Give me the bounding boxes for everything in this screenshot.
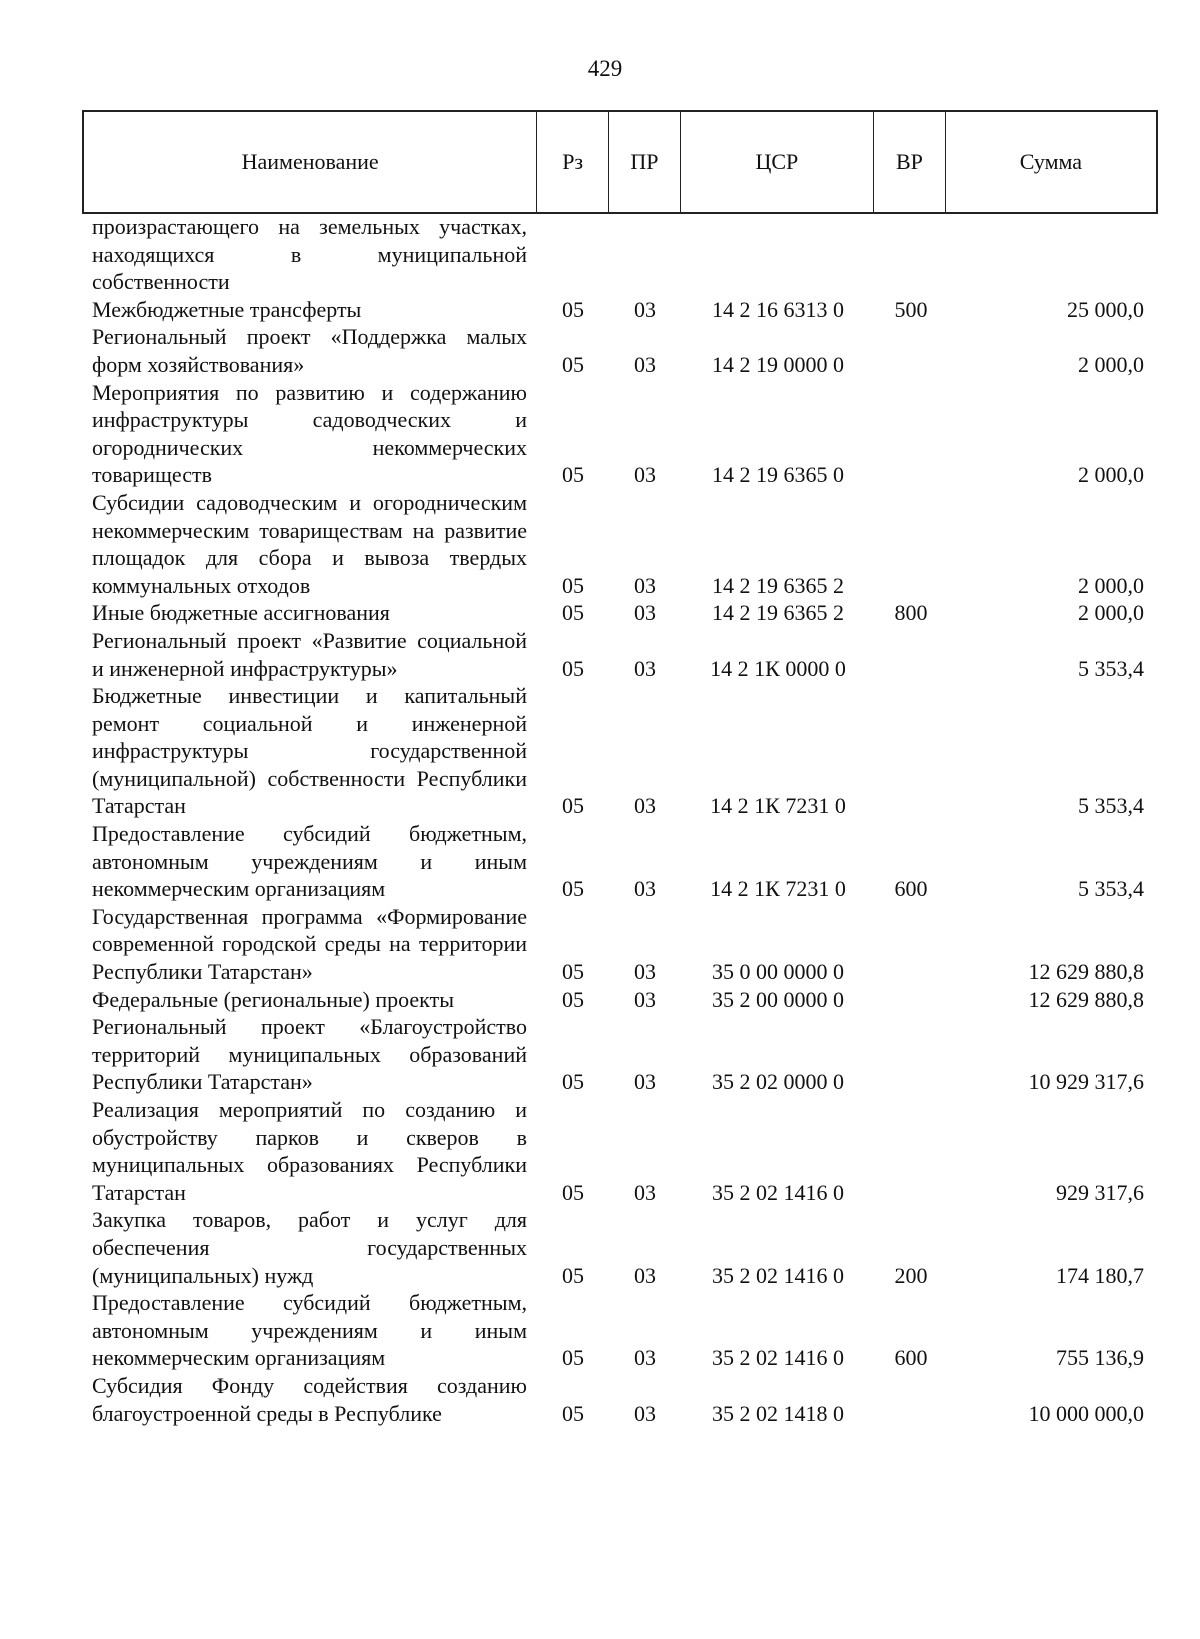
row-rz: 05 bbox=[562, 986, 584, 1012]
row-csr: 14 2 19 6365 2 bbox=[712, 572, 844, 598]
row-rz: 05 bbox=[562, 1179, 584, 1205]
row-csr: 14 2 1К 7231 0 bbox=[710, 793, 846, 819]
header-pr: ПР bbox=[609, 112, 681, 212]
table-header bbox=[82, 110, 1158, 214]
table-row bbox=[82, 986, 1158, 1014]
row-vr: 600 bbox=[894, 1345, 928, 1371]
table-row bbox=[82, 627, 1158, 682]
row-rz: 05 bbox=[562, 793, 584, 819]
row-pr: 03 bbox=[634, 572, 656, 598]
row-rz: 05 bbox=[562, 876, 584, 902]
table-row bbox=[82, 1289, 1158, 1372]
row-vr: 200 bbox=[894, 1262, 928, 1288]
table-row bbox=[82, 379, 1158, 489]
row-csr: 35 2 00 0000 0 bbox=[712, 986, 844, 1012]
row-rz: 05 bbox=[562, 572, 584, 598]
row-csr: 35 2 02 1416 0 bbox=[712, 1262, 844, 1288]
row-name: Региональный проект «Благоустройство территорий муниципальных образований Республики Татарстан» bbox=[92, 1014, 527, 1095]
header-name: Наименование bbox=[84, 112, 537, 212]
row-sum: 755 136,9 bbox=[1056, 1345, 1144, 1371]
table-row bbox=[82, 682, 1158, 820]
header-vr: ВР bbox=[874, 112, 946, 212]
table-row bbox=[82, 323, 1158, 378]
row-sum: 2 000,0 bbox=[1078, 462, 1144, 488]
row-pr: 03 bbox=[634, 1179, 656, 1205]
row-pr: 03 bbox=[634, 986, 656, 1012]
row-pr: 03 bbox=[634, 1069, 656, 1095]
row-rz: 05 bbox=[562, 351, 584, 377]
row-rz: 05 bbox=[562, 296, 584, 322]
row-csr: 35 2 02 1418 0 bbox=[712, 1400, 844, 1426]
table-body bbox=[82, 213, 1158, 1427]
table-row bbox=[82, 489, 1158, 599]
row-name: Государственная программа «Формирование современной городской среды на территории Республики Татарстан» bbox=[92, 903, 527, 985]
row-rz: 05 bbox=[562, 1069, 584, 1095]
table-row bbox=[82, 903, 1158, 986]
row-pr: 03 bbox=[634, 793, 656, 819]
row-name: Предоставление субсидий бюджетным, автономным учреждениям и иным некоммерческим организациям bbox=[92, 1290, 527, 1371]
row-vr: 500 bbox=[894, 296, 928, 322]
header-sum: Сумма bbox=[1019, 149, 1083, 174]
row-sum: 12 629 880,8 bbox=[1028, 959, 1144, 985]
row-csr: 14 2 19 6365 2 bbox=[712, 600, 844, 626]
row-rz: 05 bbox=[562, 462, 584, 488]
row-name: произрастающего на земельных участках, находящихся в муниципальной собственности bbox=[92, 214, 527, 295]
row-sum: 2 000,0 bbox=[1078, 351, 1144, 377]
row-name: Субсидия Фонду содействия созданию благоустроенной среды в Республике bbox=[92, 1372, 527, 1426]
row-pr: 03 bbox=[634, 876, 656, 902]
row-pr: 03 bbox=[634, 1345, 656, 1371]
row-sum: 2 000,0 bbox=[1078, 600, 1144, 626]
row-name: Межбюджетные трансферты bbox=[92, 296, 362, 322]
row-name: Субсидии садоводческим и огородническим некоммерческим товариществам на развитие площадок для сбора и вывоза твердых коммунальных отходов bbox=[92, 489, 527, 598]
row-pr: 03 bbox=[634, 1262, 656, 1288]
table-row bbox=[82, 1372, 1158, 1427]
row-pr: 03 bbox=[634, 600, 656, 626]
row-sum: 5 353,4 bbox=[1078, 876, 1144, 902]
row-sum: 5 353,4 bbox=[1078, 793, 1144, 819]
table-row bbox=[82, 1206, 1158, 1289]
row-sum: 10 000 000,0 bbox=[1028, 1400, 1144, 1426]
row-csr: 14 2 1К 7231 0 bbox=[710, 876, 846, 902]
row-name: Реализация мероприятий по созданию и обустройству парков и скверов в муниципальных образованиях Республики Татарстан bbox=[92, 1097, 527, 1205]
table-row bbox=[82, 296, 1158, 324]
row-sum: 25 000,0 bbox=[1067, 296, 1144, 322]
table-row bbox=[82, 1096, 1158, 1206]
row-csr: 35 2 02 1416 0 bbox=[712, 1345, 844, 1371]
header-rz: Рз bbox=[537, 112, 609, 212]
row-name: Региональный проект «Поддержка малых форм хозяйствования» bbox=[92, 324, 527, 377]
row-name: Бюджетные инвестиции и капитальный ремонт социальной и инженерной инфраструктуры государственной (муниципальной) собственности Республики Татарстан bbox=[92, 683, 527, 819]
table-row bbox=[82, 820, 1158, 903]
row-rz: 05 bbox=[562, 655, 584, 681]
table-row bbox=[82, 1013, 1158, 1096]
row-name: Региональный проект «Развитие социальной и инженерной инфраструктуры» bbox=[92, 627, 527, 681]
row-sum: 10 929 317,6 bbox=[1028, 1069, 1144, 1095]
table-row bbox=[82, 213, 1158, 296]
row-name: Иные бюджетные ассигнования bbox=[92, 600, 390, 626]
page-number: 429 bbox=[587, 56, 623, 81]
row-name: Федеральные (региональные) проекты bbox=[92, 986, 454, 1012]
row-pr: 03 bbox=[634, 462, 656, 488]
table-row bbox=[82, 599, 1158, 627]
row-rz: 05 bbox=[562, 1345, 584, 1371]
row-csr: 35 0 00 0000 0 bbox=[712, 959, 844, 985]
row-rz: 05 bbox=[562, 1262, 584, 1288]
row-rz: 05 bbox=[562, 1400, 584, 1426]
row-csr: 35 2 02 0000 0 bbox=[712, 1069, 844, 1095]
row-pr: 03 bbox=[634, 1400, 656, 1426]
row-rz: 05 bbox=[562, 600, 584, 626]
row-vr: 600 bbox=[894, 876, 928, 902]
row-pr: 03 bbox=[634, 351, 656, 377]
row-pr: 03 bbox=[634, 655, 656, 681]
header-csr: ЦСР bbox=[681, 112, 874, 212]
row-csr: 14 2 19 0000 0 bbox=[712, 351, 844, 377]
row-name: Предоставление субсидий бюджетным, автономным учреждениям и иным некоммерческим организациям bbox=[92, 821, 527, 902]
row-sum: 12 629 880,8 bbox=[1028, 986, 1144, 1012]
row-csr: 14 2 1К 0000 0 bbox=[710, 655, 846, 681]
row-vr: 800 bbox=[894, 600, 928, 626]
row-sum: 5 353,4 bbox=[1078, 655, 1144, 681]
row-name: Закупка товаров, работ и услуг для обеспечения государственных (муниципальных) нужд bbox=[92, 1207, 527, 1288]
row-csr: 14 2 16 6313 0 bbox=[712, 296, 844, 322]
row-sum: 929 317,6 bbox=[1056, 1179, 1144, 1205]
row-pr: 03 bbox=[634, 959, 656, 985]
row-sum: 174 180,7 bbox=[1056, 1262, 1144, 1288]
row-pr: 03 bbox=[634, 296, 656, 322]
row-name: Мероприятия по развитию и содержанию инфраструктуры садоводческих и огороднических некоммерческих товариществ bbox=[92, 379, 527, 488]
row-rz: 05 bbox=[562, 959, 584, 985]
row-sum: 2 000,0 bbox=[1078, 572, 1144, 598]
row-csr: 14 2 19 6365 0 bbox=[712, 462, 844, 488]
row-csr: 35 2 02 1416 0 bbox=[712, 1179, 844, 1205]
